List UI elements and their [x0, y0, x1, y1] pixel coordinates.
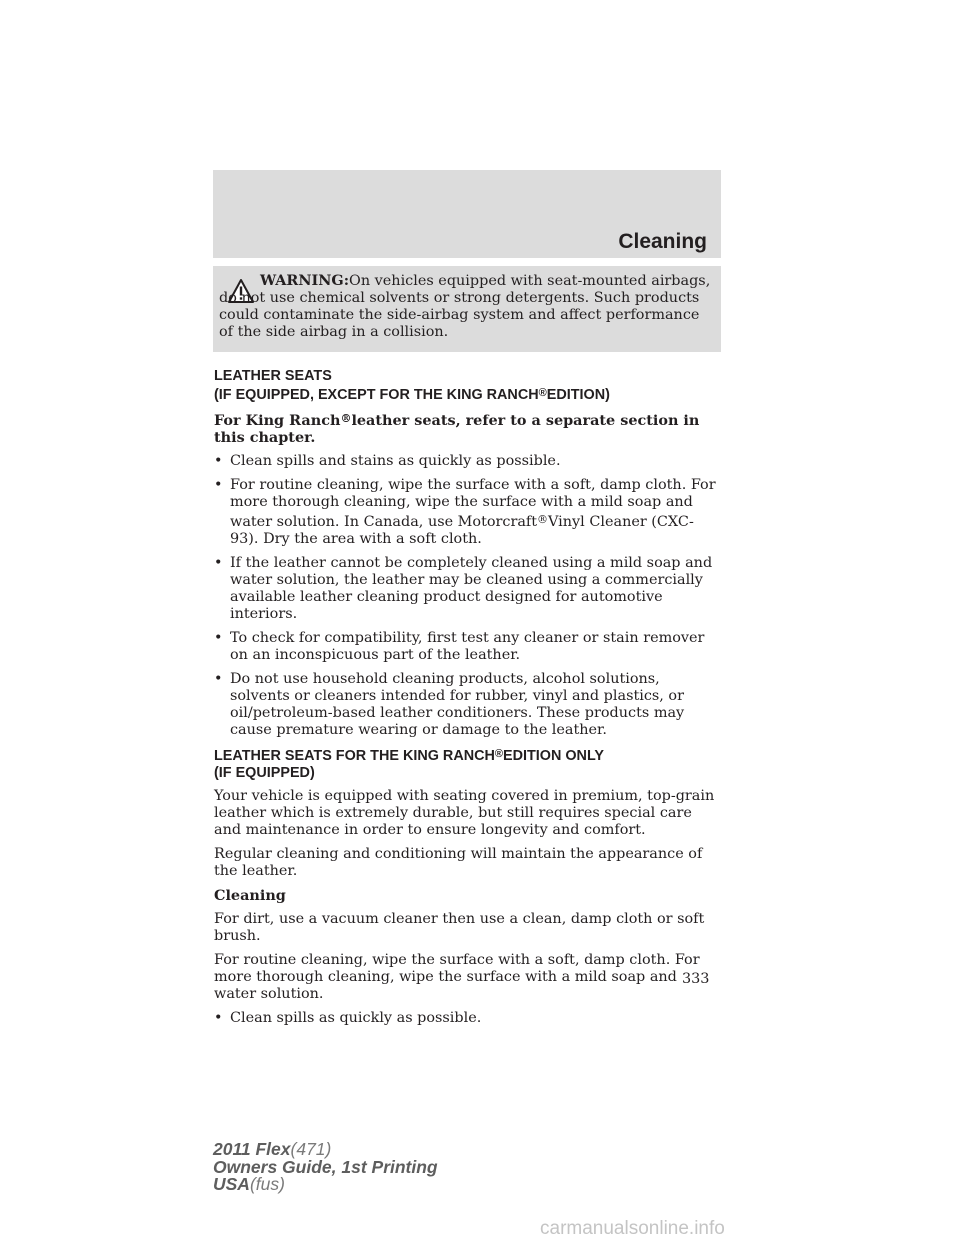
list-item: • Clean spills as quickly as possible.: [214, 1010, 482, 1026]
print-footer: 2011 Flex(471) Owners Guide, 1st Printing USA(fus): [213, 1139, 438, 1194]
king-ranch-note: For King Ranch®leather seats, refer to a separate section in this chapter.: [214, 412, 700, 446]
warning-body: On vehicles equipped with seat-mounted airbags, do not use chemical solvents or strong detergents. Such products could contaminate the side-airbag system and affect performance of the side airbag in a collision.: [219, 273, 711, 340]
list-item: • To check for compatibility, first test any cleaner or stain remover on an inconspicuous part of the leather.: [214, 630, 705, 663]
section-heading-leather-seats: LEATHER SEATS (IF EQUIPPED, EXCEPT FOR THE KING RANCH®EDITION): [214, 368, 610, 403]
section-heading-king-ranch: LEATHER SEATS FOR THE KING RANCH®EDITION ONLY (IF EQUIPPED): [214, 748, 605, 781]
warning-label: WARNING:: [260, 272, 350, 289]
bullet-icon: •: [214, 477, 223, 493]
registered-mark: ®: [538, 387, 547, 399]
page-content: [214, 368, 722, 1034]
list-item: • Do not use household cleaning products, alcohol solutions, solvents or cleaners intended for rubber, vinyl and plastics, or oil/petroleum-based leather conditioners. These products may cause premature wearing or damage to the leather.: [214, 671, 685, 738]
paragraph: Regular cleaning and conditioning will maintain the appearance of the leather.: [214, 846, 703, 879]
paragraph: Your vehicle is equipped with seating covered in premium, top-grain leather which is extremely durable, but still requires special care and maintenance in order to ensure longevity and comfort.: [214, 788, 715, 838]
warning-text: [219, 272, 713, 341]
watermark: carmanualsonline.info: [540, 1218, 725, 1239]
list-item: • Clean spills and stains as quickly as possible.: [214, 453, 561, 469]
bullet-icon: •: [214, 630, 223, 646]
bullet-icon: •: [214, 671, 223, 687]
page-number: 333: [682, 971, 710, 987]
list-item: • If the leather cannot be completely cleaned using a mild soap and water solution, the leather may be cleaned using a commercially available leather cleaning product designed for automotive interiors.: [214, 555, 713, 622]
paragraph: For dirt, use a vacuum cleaner then use a clean, damp cloth or soft brush.: [214, 911, 705, 944]
bullet-icon: •: [214, 453, 223, 469]
bullet-icon: •: [214, 555, 223, 571]
bullet-icon: •: [214, 1010, 223, 1026]
paragraph: For routine cleaning, wipe the surface with a soft, damp cloth. For more thorough cleaning, wipe the surface with a mild soap and water solution.: [214, 952, 700, 1002]
subheading-cleaning: Cleaning: [214, 887, 286, 904]
chapter-title: Cleaning: [618, 230, 707, 253]
chapter-header-band: [213, 170, 721, 258]
list-item: • For routine cleaning, wipe the surface with a soft, damp cloth. For more thorough cleaning, wipe the surface with a mild soap and water solution. In Canada, use Motorcraft®Vinyl Cleaner (CXC-93). Dry the area with a soft cloth.: [214, 477, 716, 547]
warning-box: [213, 266, 721, 352]
